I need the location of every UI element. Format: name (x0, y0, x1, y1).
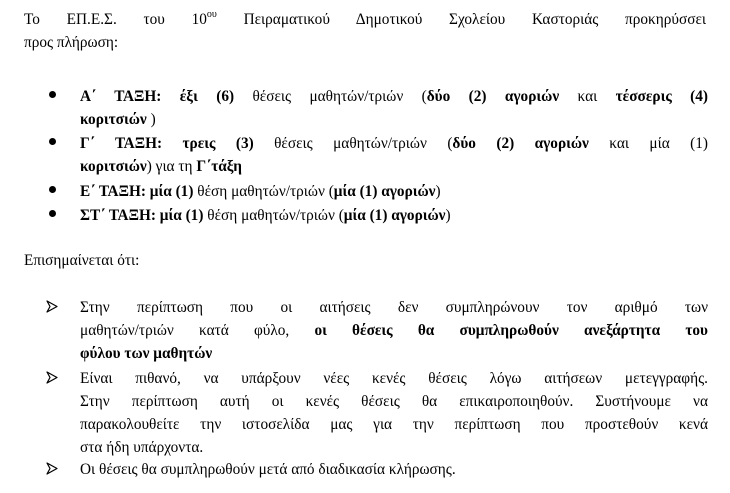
text-line (80, 319, 708, 342)
remark-item (80, 367, 708, 459)
text-run (162, 135, 182, 152)
bold-text: μία (1) (159, 207, 204, 224)
bold-text: Α΄ ΤΑΞΗ: (80, 88, 162, 105)
bold-text: τέσσερις (4) (615, 88, 708, 105)
text-line (80, 367, 708, 390)
bold-text: κοριτσιών (80, 158, 147, 175)
bullet-icon (46, 85, 58, 108)
text-run: θέση μαθητών/τριών ( (193, 183, 334, 200)
bold-text: φύλου των μαθητών (80, 345, 213, 362)
bold-text: μία (1) αγοριών (333, 183, 436, 200)
ordinal-superscript: ου (206, 9, 217, 20)
intro-paragraph (24, 8, 706, 54)
intro-line-1: Το ΕΠ.Ε.Σ. του $10^{o\upsilon}$ Πειραματικού Δημοτικού Σχολείου Καστοριάς προκηρύσσει (24, 9, 706, 28)
bullet-icon (46, 204, 58, 227)
intro-line-2: προς πλήρωση: (24, 34, 119, 51)
bullet-icon (46, 180, 58, 203)
text-run (161, 88, 179, 105)
bold-text: κοριτσιών (80, 111, 147, 128)
text-line (80, 180, 708, 203)
text-run: ) (435, 183, 441, 200)
text-run: παρακολουθείτε την ιστοσελίδα μας για την περίπτωση που προστεθούν κενά (80, 416, 708, 433)
text-run: ) για τη (146, 158, 197, 175)
bold-text: ΣΤ΄ ΤΑΞΗ: (80, 207, 156, 224)
text-line (80, 85, 708, 108)
class-item (80, 85, 708, 131)
arrow-bullet-icon (46, 300, 58, 313)
text-line (80, 436, 708, 459)
bold-text: Γ΄τάξη (196, 158, 242, 175)
text-run: μαθητών/τριών κατά φύλο, (80, 322, 315, 339)
text-run: θέσεις μαθητών/τριών ( (253, 135, 453, 152)
text-run: ) (445, 207, 451, 224)
text-run: Στην περίπτωση αυτή οι κενές θέσεις θα επικαιροποιηθούν. Συστήνουμε να (80, 393, 708, 410)
text-run: και μία (1) (588, 135, 708, 152)
remark-item (80, 296, 708, 365)
text-line (80, 296, 708, 319)
bold-text: δύο (2) αγοριών (452, 135, 589, 152)
text-run: θέση μαθητών/τριών ( (203, 207, 344, 224)
text-run: Οι θέσεις θα συμπληρωθούν μετά από διαδικασία κλήρωσης. (80, 461, 456, 478)
text-run: στα ήδη υπάρχοντα. (80, 439, 204, 456)
text-run: θέσεις μαθητών/τριών ( (234, 88, 427, 105)
bold-text: Γ΄ ΤΑΞΗ: (80, 135, 163, 152)
arrow-bullet-icon (46, 462, 58, 475)
bullet-icon (46, 132, 58, 155)
bold-text: Ε΄ ΤΑΞΗ: (80, 183, 146, 200)
text-line (80, 413, 708, 436)
note-heading: Επισημαίνεται ότι: (24, 252, 140, 269)
bold-text: μία (1) (149, 183, 194, 200)
bold-text: οι θέσεις θα συμπληρωθούν ανεξάρτητα του (314, 322, 708, 339)
text-line (80, 204, 708, 227)
class-item (80, 180, 708, 203)
text-run: και (559, 88, 616, 105)
text-line (80, 132, 708, 155)
text-line (80, 390, 708, 413)
class-item (80, 132, 708, 178)
text-line (80, 155, 708, 178)
class-item (80, 204, 708, 227)
text-line (80, 458, 708, 481)
text-run: Στην περίπτωση που οι αιτήσεις δεν συμπληρώνουν τον αριθμό των (80, 299, 708, 316)
bold-text: δύο (2) αγοριών (426, 88, 560, 105)
bold-text: έξι (6) (179, 88, 235, 105)
bold-text: μία (1) αγοριών (343, 207, 446, 224)
bold-text: τρεις (3) (182, 135, 254, 152)
remark-item (80, 458, 708, 481)
arrow-bullet-icon (46, 371, 58, 384)
text-run: Είναι πιθανό, να υπάρξουν νέες κενές θέσεις λόγω αιτήσεων μετεγγραφής. (80, 370, 708, 387)
text-line (80, 108, 708, 131)
text-line (80, 342, 708, 365)
text-run: ) (146, 111, 156, 128)
